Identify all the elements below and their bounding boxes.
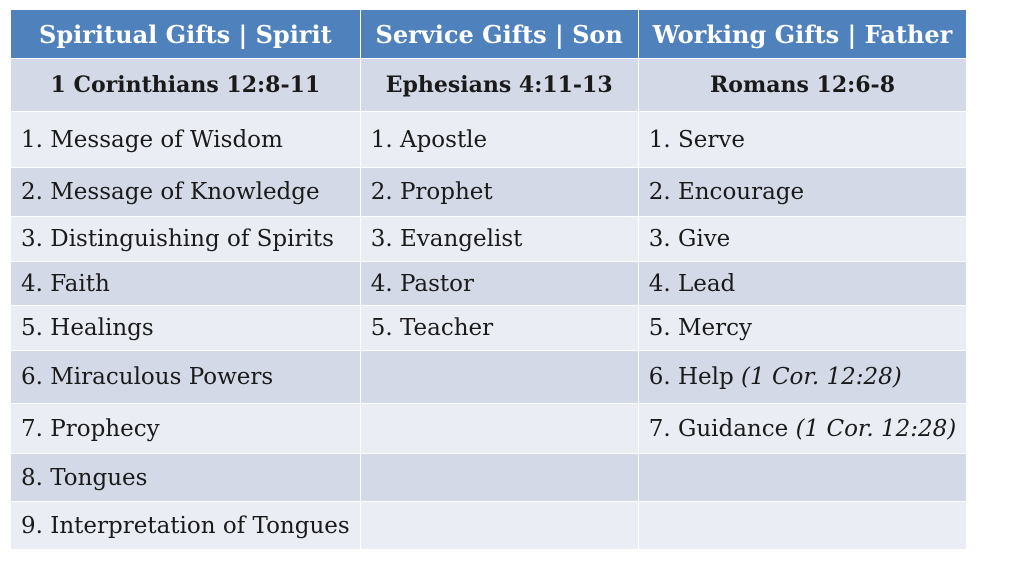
working-gift-cell — [638, 404, 967, 454]
reference-row — [11, 59, 967, 112]
gift-label: 1. Serve — [648, 126, 745, 153]
working-gift-cell — [638, 306, 967, 351]
gift-label: 6. Help — [648, 364, 742, 390]
table-row — [11, 502, 967, 550]
scripture-note: (1 Cor. 12:28) — [741, 364, 902, 390]
service-gift-cell — [360, 454, 638, 502]
spiritual-gift-cell — [11, 351, 361, 404]
table-row — [11, 454, 967, 502]
table-row — [11, 262, 967, 306]
service-gift-cell — [360, 306, 638, 351]
spiritual-gift-cell — [11, 454, 361, 502]
gift-label: 4. Lead — [648, 270, 736, 297]
table-row — [11, 217, 967, 262]
spiritual-gift-cell — [11, 502, 361, 550]
table-row — [11, 112, 967, 168]
working-gift-cell — [638, 112, 967, 168]
gift-label: 7. Prophecy — [21, 415, 160, 442]
spiritual-gift-cell — [11, 404, 361, 454]
service-gift-cell — [360, 217, 638, 262]
gift-label: 5. Teacher — [370, 315, 494, 341]
scripture-note: (1 Cor. 12:28) — [795, 415, 957, 442]
reference-romans: Romans 12:6-8 — [638, 59, 967, 112]
gift-label: 2. Message of Knowledge — [21, 179, 320, 205]
gift-label: 9. Interpretation of Tongues — [21, 512, 350, 539]
gift-label: 5. Mercy — [648, 315, 752, 341]
gift-label: 3. Evangelist — [370, 226, 523, 252]
header-working-gifts: Working Gifts | Father — [638, 10, 967, 59]
table-row — [11, 168, 967, 217]
gift-label: 3. Give — [648, 226, 731, 252]
gifts-table — [10, 9, 967, 550]
working-gift-cell — [638, 502, 967, 550]
gift-label: 5. Healings — [21, 315, 154, 341]
header-service-gifts: Service Gifts | Son — [360, 10, 638, 59]
spiritual-gift-cell — [11, 168, 361, 217]
gift-label: 1. Apostle — [370, 126, 488, 153]
gift-label: 4. Faith — [21, 270, 110, 297]
reference-ephesians: Ephesians 4:11-13 — [360, 59, 638, 112]
service-gift-cell — [360, 502, 638, 550]
table-row — [11, 404, 967, 454]
header-spiritual-gifts: Spiritual Gifts | Spirit — [11, 10, 361, 59]
spiritual-gift-cell — [11, 262, 361, 306]
gift-label: 3. Distinguishing of Spirits — [21, 226, 334, 252]
table-row — [11, 351, 967, 404]
working-gift-cell — [638, 262, 967, 306]
working-gift-cell — [638, 454, 967, 502]
gift-label: 1. Message of Wisdom — [21, 126, 283, 153]
service-gift-cell — [360, 262, 638, 306]
spiritual-gift-cell — [11, 306, 361, 351]
gift-label: 7. Guidance — [648, 415, 796, 442]
spiritual-gift-cell — [11, 112, 361, 168]
service-gift-cell — [360, 112, 638, 168]
service-gift-cell — [360, 168, 638, 217]
spiritual-gift-cell — [11, 217, 361, 262]
gift-label: 2. Prophet — [370, 179, 493, 205]
working-gift-cell — [638, 351, 967, 404]
service-gift-cell — [360, 351, 638, 404]
header-row — [11, 10, 967, 59]
working-gift-cell — [638, 168, 967, 217]
gift-label: 2. Encourage — [648, 179, 805, 205]
gift-label: 6. Miraculous Powers — [21, 364, 274, 390]
table-row — [11, 306, 967, 351]
gift-label: 8. Tongues — [21, 464, 148, 491]
gift-label: 4. Pastor — [370, 270, 475, 297]
reference-corinthians: 1 Corinthians 12:8-11 — [11, 59, 361, 112]
service-gift-cell — [360, 404, 638, 454]
working-gift-cell — [638, 217, 967, 262]
